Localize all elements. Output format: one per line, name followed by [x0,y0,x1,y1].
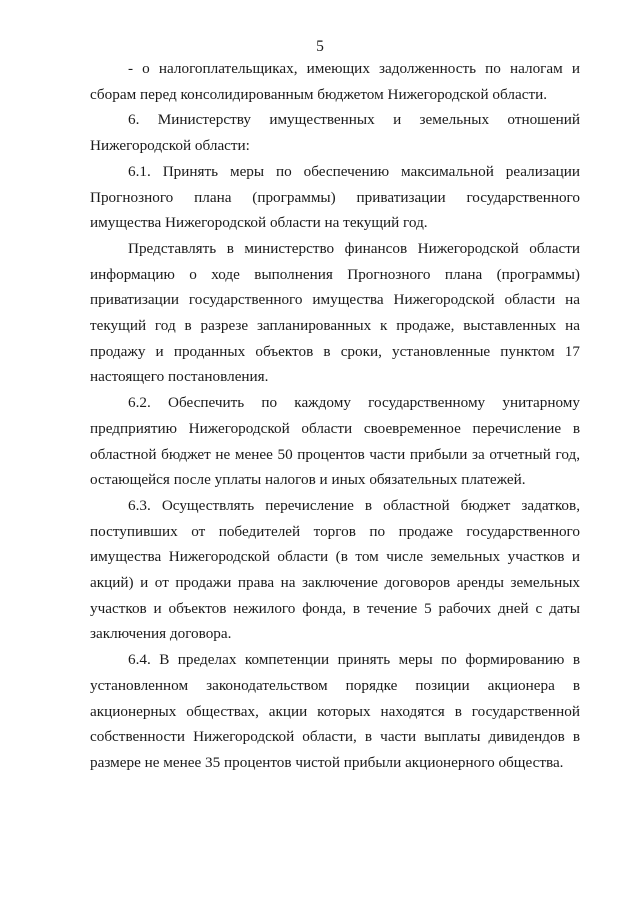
document-body [90,56,580,776]
paragraph-6-word: и [393,111,402,129]
paragraph-6-4: 6.4. В пределах компетенции принять меры по формированию в установленном законодательством порядке позиции акционера в акционерных обществах, акции которых находятся в государственной собственности Нижегородской области, в части выплаты дивидендов в размере не менее 35 процентов чистой прибыли акционерного общества. [90,651,580,771]
paragraph-6-first-line [90,107,580,133]
paragraph-6-1-report: Представлять в министерство финансов Нижегородской области информацию о ходе выполнения Прогнозного плана (программы) приватизации государственного имущества Нижегородской области на текущий год в разрезе запланированных к продаже, выставленных на продажу и проданных объектов в сроки, установленные пунктом 17 настоящего постановления. [90,239,580,386]
paragraph-6-word: имущественных [269,111,375,129]
paragraph-6-word: Министерству [157,111,251,129]
page-number: 5 [316,38,324,55]
paragraph-6-word: отношений [507,111,580,129]
paragraph-6-2: 6.2. Обеспечить по каждому государственному унитарному предприятию Нижегородской области своевременное перечисление в областной бюджет не менее 50 процентов части прибыли за отчетный год, остающейся после уплаты налогов и иных обязательных платежей. [90,394,580,489]
paragraph-6-1: 6.1. Принять меры по обеспечению максимальной реализации Прогнозного плана (программы) приватизации государственного имущества Нижегородской области на текущий год. [90,162,580,232]
paragraph-6 [90,107,580,158]
paragraph-6-word: земельных [419,111,490,129]
paragraph-6-word: 6. [128,111,140,129]
paragraph-taxpayers: - о налогоплательщиках, имеющих задолженность по налогам и сборам перед консолидированным бюджетом Нижегородской области. [90,60,580,103]
paragraph-6-tail: Нижегородской области: [90,137,250,155]
paragraph-6-3: 6.3. Осуществлять перечисление в областной бюджет задатков, поступивших от победителей торгов по продаже государственного имущества Нижегородской области (в том числе земельных участков и акций) и от продажи права на заключение договоров аренды земельных участков и объектов нежилого фонда, в течение 5 рабочих дней с даты заключения договора. [90,496,580,643]
